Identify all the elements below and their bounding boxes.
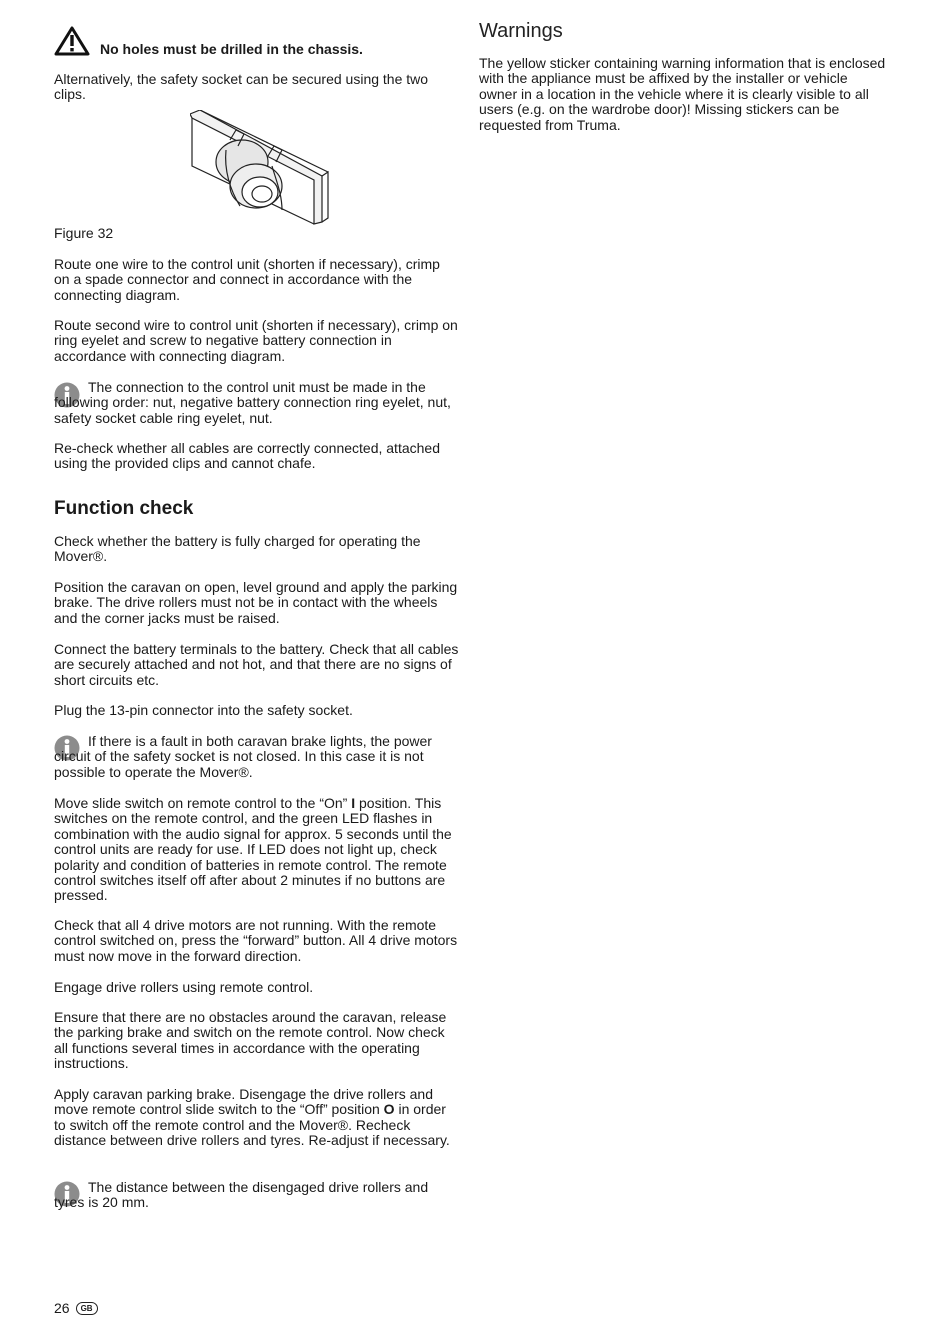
paragraph: Move slide switch on remote control to the “On” I position. This switches on the remote control, and the green LED flashes in combination with the audio signal for approx. 5 seconds until the control units are ready for use. If LED does not light up, check polarity and condition of batteries in remote control. The remote control switches itself off after about 2 minutes if no buttons are pressed. (54, 795, 452, 904)
paragraph: Check whether the battery is fully charged for operating the Mover®. (54, 533, 421, 565)
warning-notice (54, 26, 459, 60)
figure-caption: Figure 32 (54, 225, 114, 241)
info-note: The connection to the control unit must be made in the following order: nut, negative battery connection ring eyelet, nut, safety socket cable ring eyelet, nut. (54, 379, 451, 426)
off-symbol: O (383, 1101, 395, 1118)
paragraph: Check that all 4 drive motors are not running. With the remote control switched on, press the “forward” button. All 4 drive motors must now move in the forward direction. (54, 917, 458, 964)
info-note: If there is a fault in both caravan brake lights, the power circuit of the safety socket is not closed. In this case it is not possible to operate the Mover®. (54, 733, 432, 780)
on-symbol: I (351, 795, 356, 811)
paragraph: Connect the battery terminals to the battery. Check that all cables are securely attached and not hot, and that there are no signs of short circuits etc. (54, 641, 459, 688)
paragraph: Position the caravan on open, level ground and apply the parking brake. The drive rollers must not be in contact with the wheels and the corner jacks must be raised. (54, 579, 458, 626)
warning-triangle-icon (54, 26, 90, 56)
paragraph: Route one wire to the control unit (shorten if necessary), crimp on a spade connector and connect in accordance with the connecting diagram. (54, 256, 440, 303)
country-badge: GB (76, 1302, 98, 1315)
page-number: 26 (54, 1300, 70, 1316)
paragraph: Ensure that there are no obstacles around the caravan, release the parking brake and switch on the remote control. Now check all functions several times in accordance with the operating instructions. (54, 1009, 447, 1072)
paragraph: Alternatively, the safety socket can be secured using the two clips. (54, 71, 429, 103)
warning-text: No holes must be drilled in the chassis. (100, 41, 363, 57)
paragraph: Route second wire to control unit (shorten if necessary), crimp on ring eyelet and screw to negative battery connection in accordance with connecting diagram. (54, 317, 458, 364)
info-note: The distance between the disengaged drive rollers and tyres is 20 mm. (54, 1179, 429, 1211)
page-footer (54, 1300, 98, 1316)
warnings-heading: Warnings (479, 20, 563, 42)
paragraph: Plug the 13-pin connector into the safety socket. (54, 702, 353, 718)
paragraph: Engage drive rollers using remote control. (54, 979, 314, 995)
paragraph: The yellow sticker containing warning information that is enclosed with the appliance must be affixed by the installer or vehicle owner in a location in the vehicle where it is clearly visible to all users (e.g. on the wardrobe door)! Missing stickers can be requested from Truma. (479, 55, 886, 133)
paragraph: Apply caravan parking brake. Disengage the drive rollers and move remote control slide switch to the “Off” position O in order to switch off the remote control and the Mover®. Recheck distance between drive rollers and tyres. Re-adjust if necessary. (54, 1086, 450, 1149)
paragraph: Re-check whether all cables are correctly connected, attached using the provided clips and cannot chafe. (54, 440, 440, 472)
section-heading: Function check (54, 498, 194, 519)
safety-socket-figure (190, 110, 380, 230)
